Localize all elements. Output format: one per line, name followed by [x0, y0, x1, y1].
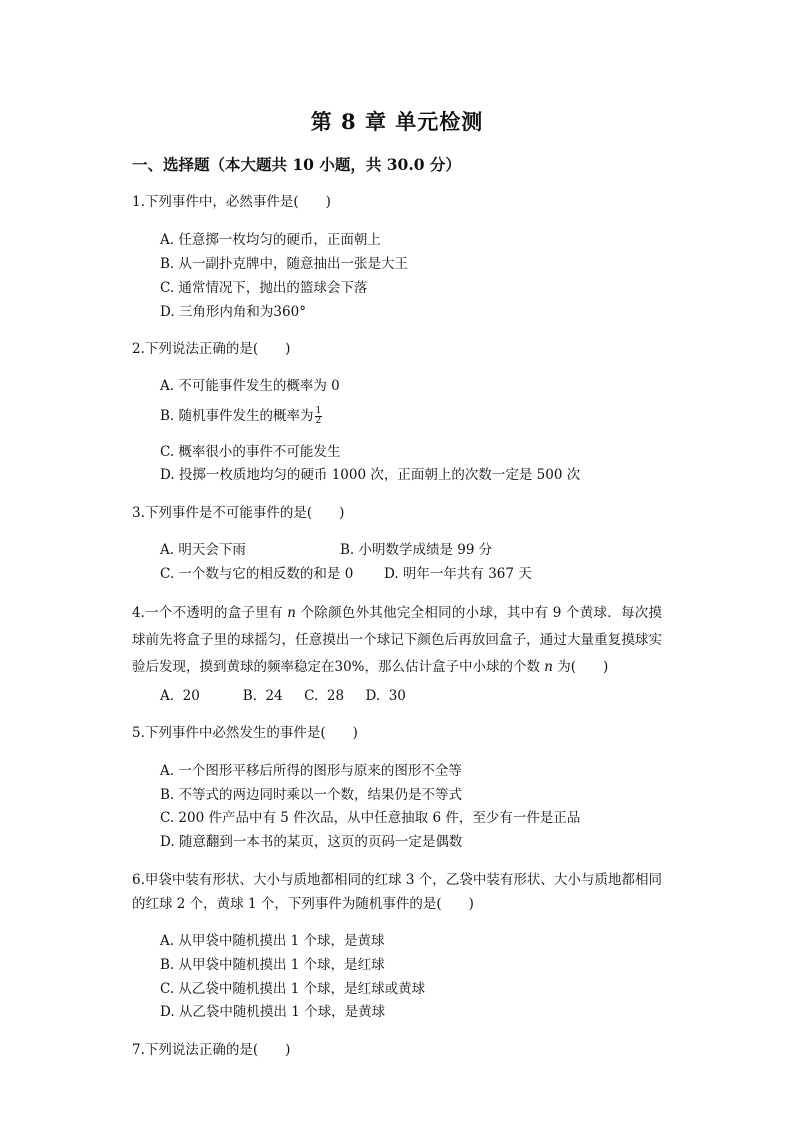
question-2-option-c: C. 概率很小的事件不可能发生 [160, 444, 341, 460]
variable-n: n [544, 659, 553, 675]
question-4-stem-part-2: 个除颜色外其他完全相同的小球，其中有 9 个黄球．每次摸球前先将盒子里的球摇匀，任意摸出一个球记下颜色后再放回盒子，通过大量重复摸球实验后发现，摸到黄球的频率稳定在30%，那么估计盒子中小球的个数 [132, 605, 662, 675]
question-5-stem: 5.下列事件中必然发生的事件是( ) [132, 725, 358, 741]
question-2-stem: 2.下列说法正确的是( ) [132, 341, 291, 357]
question-1-option-a: A. 任意掷一枚均匀的硬币，正面朝上 [160, 232, 381, 248]
question-4-stem [132, 600, 662, 681]
question-5-option-a: A. 一个图形平移后所得的图形与原来的图形不全等 [160, 763, 462, 779]
question-1-stem: 1.下列事件中，必然事件是( ) [132, 194, 331, 210]
question-4-stem-part-1: 4.一个不透明的盒子里有 [132, 605, 288, 621]
page-title: 第 8 章 单元检测 [310, 109, 484, 134]
question-6-option-b: B. 从甲袋中随机摸出 1 个球，是红球 [160, 957, 385, 973]
question-3-option-b: B. 小明数学成绩是 99 分 [340, 542, 493, 558]
question-1-option-d: D. 三角形内角和为360° [160, 304, 306, 320]
question-1-option-b: B. 从一副扑克牌中，随意抽出一张是大王 [160, 256, 409, 272]
question-3-stem: 3.下列事件是不可能事件的是( ) [132, 505, 345, 521]
question-5-option-b: B. 不等式的两边同时乘以一个数，结果仍是不等式 [160, 787, 463, 803]
question-3-option-d: D. 明年一年共有 367 天 [384, 566, 532, 582]
question-2-option-b [160, 404, 322, 428]
question-2-option-a: A. 不可能事件发生的概率为 0 [160, 378, 340, 394]
question-2-option-d: D. 投掷一枚质地均匀的硬币 1000 次，正面朝上的次数一定是 500 次 [160, 467, 581, 483]
question-6-option-a: A. 从甲袋中随机摸出 1 个球，是黄球 [160, 933, 385, 949]
question-6-option-c: C. 从乙袋中随机摸出 1 个球，是红球或黄球 [160, 981, 426, 997]
question-3-option-a: A. 明天会下雨 [160, 542, 246, 558]
question-5-option-d: D. 随意翻到一本书的某页，这页的页码一定是偶数 [160, 834, 463, 850]
question-7-stem: 7.下列说法正确的是( ) [132, 1042, 291, 1058]
question-6-stem: 6.甲袋中装有形状、大小与质地都相同的红球 3 个，乙袋中装有形状、大小与质地都相同的红球 2 个，黄球 1 个，下列事件为随机事件的是( ) [132, 872, 662, 912]
fraction-numerator: 1 [315, 406, 322, 416]
question-1-option-c: C. 通常情况下，抛出的篮球会下落 [160, 280, 368, 296]
variable-n: n [287, 605, 296, 621]
question-2-option-b-text: B. 随机事件发生的概率为 [160, 408, 314, 424]
fraction-one-half [315, 407, 323, 426]
section-heading: 一、选择题（本大题共 10 小题，共 30.0 分） [132, 155, 461, 174]
fraction-denominator: 2 [315, 416, 322, 426]
question-4-options: A. 20 B. 24 C. 28 D. 30 [160, 688, 406, 704]
question-3-option-c: C. 一个数与它的相反数的和是 0 [160, 566, 354, 582]
question-5-option-c: C. 200 件产品中有 5 件次品，从中任意抽取 6 件，至少有一件是正品 [160, 810, 581, 826]
question-4-stem-part-3: 为( ) [553, 659, 609, 675]
question-6-option-d: D. 从乙袋中随机摸出 1 个球，是黄球 [160, 1004, 386, 1020]
